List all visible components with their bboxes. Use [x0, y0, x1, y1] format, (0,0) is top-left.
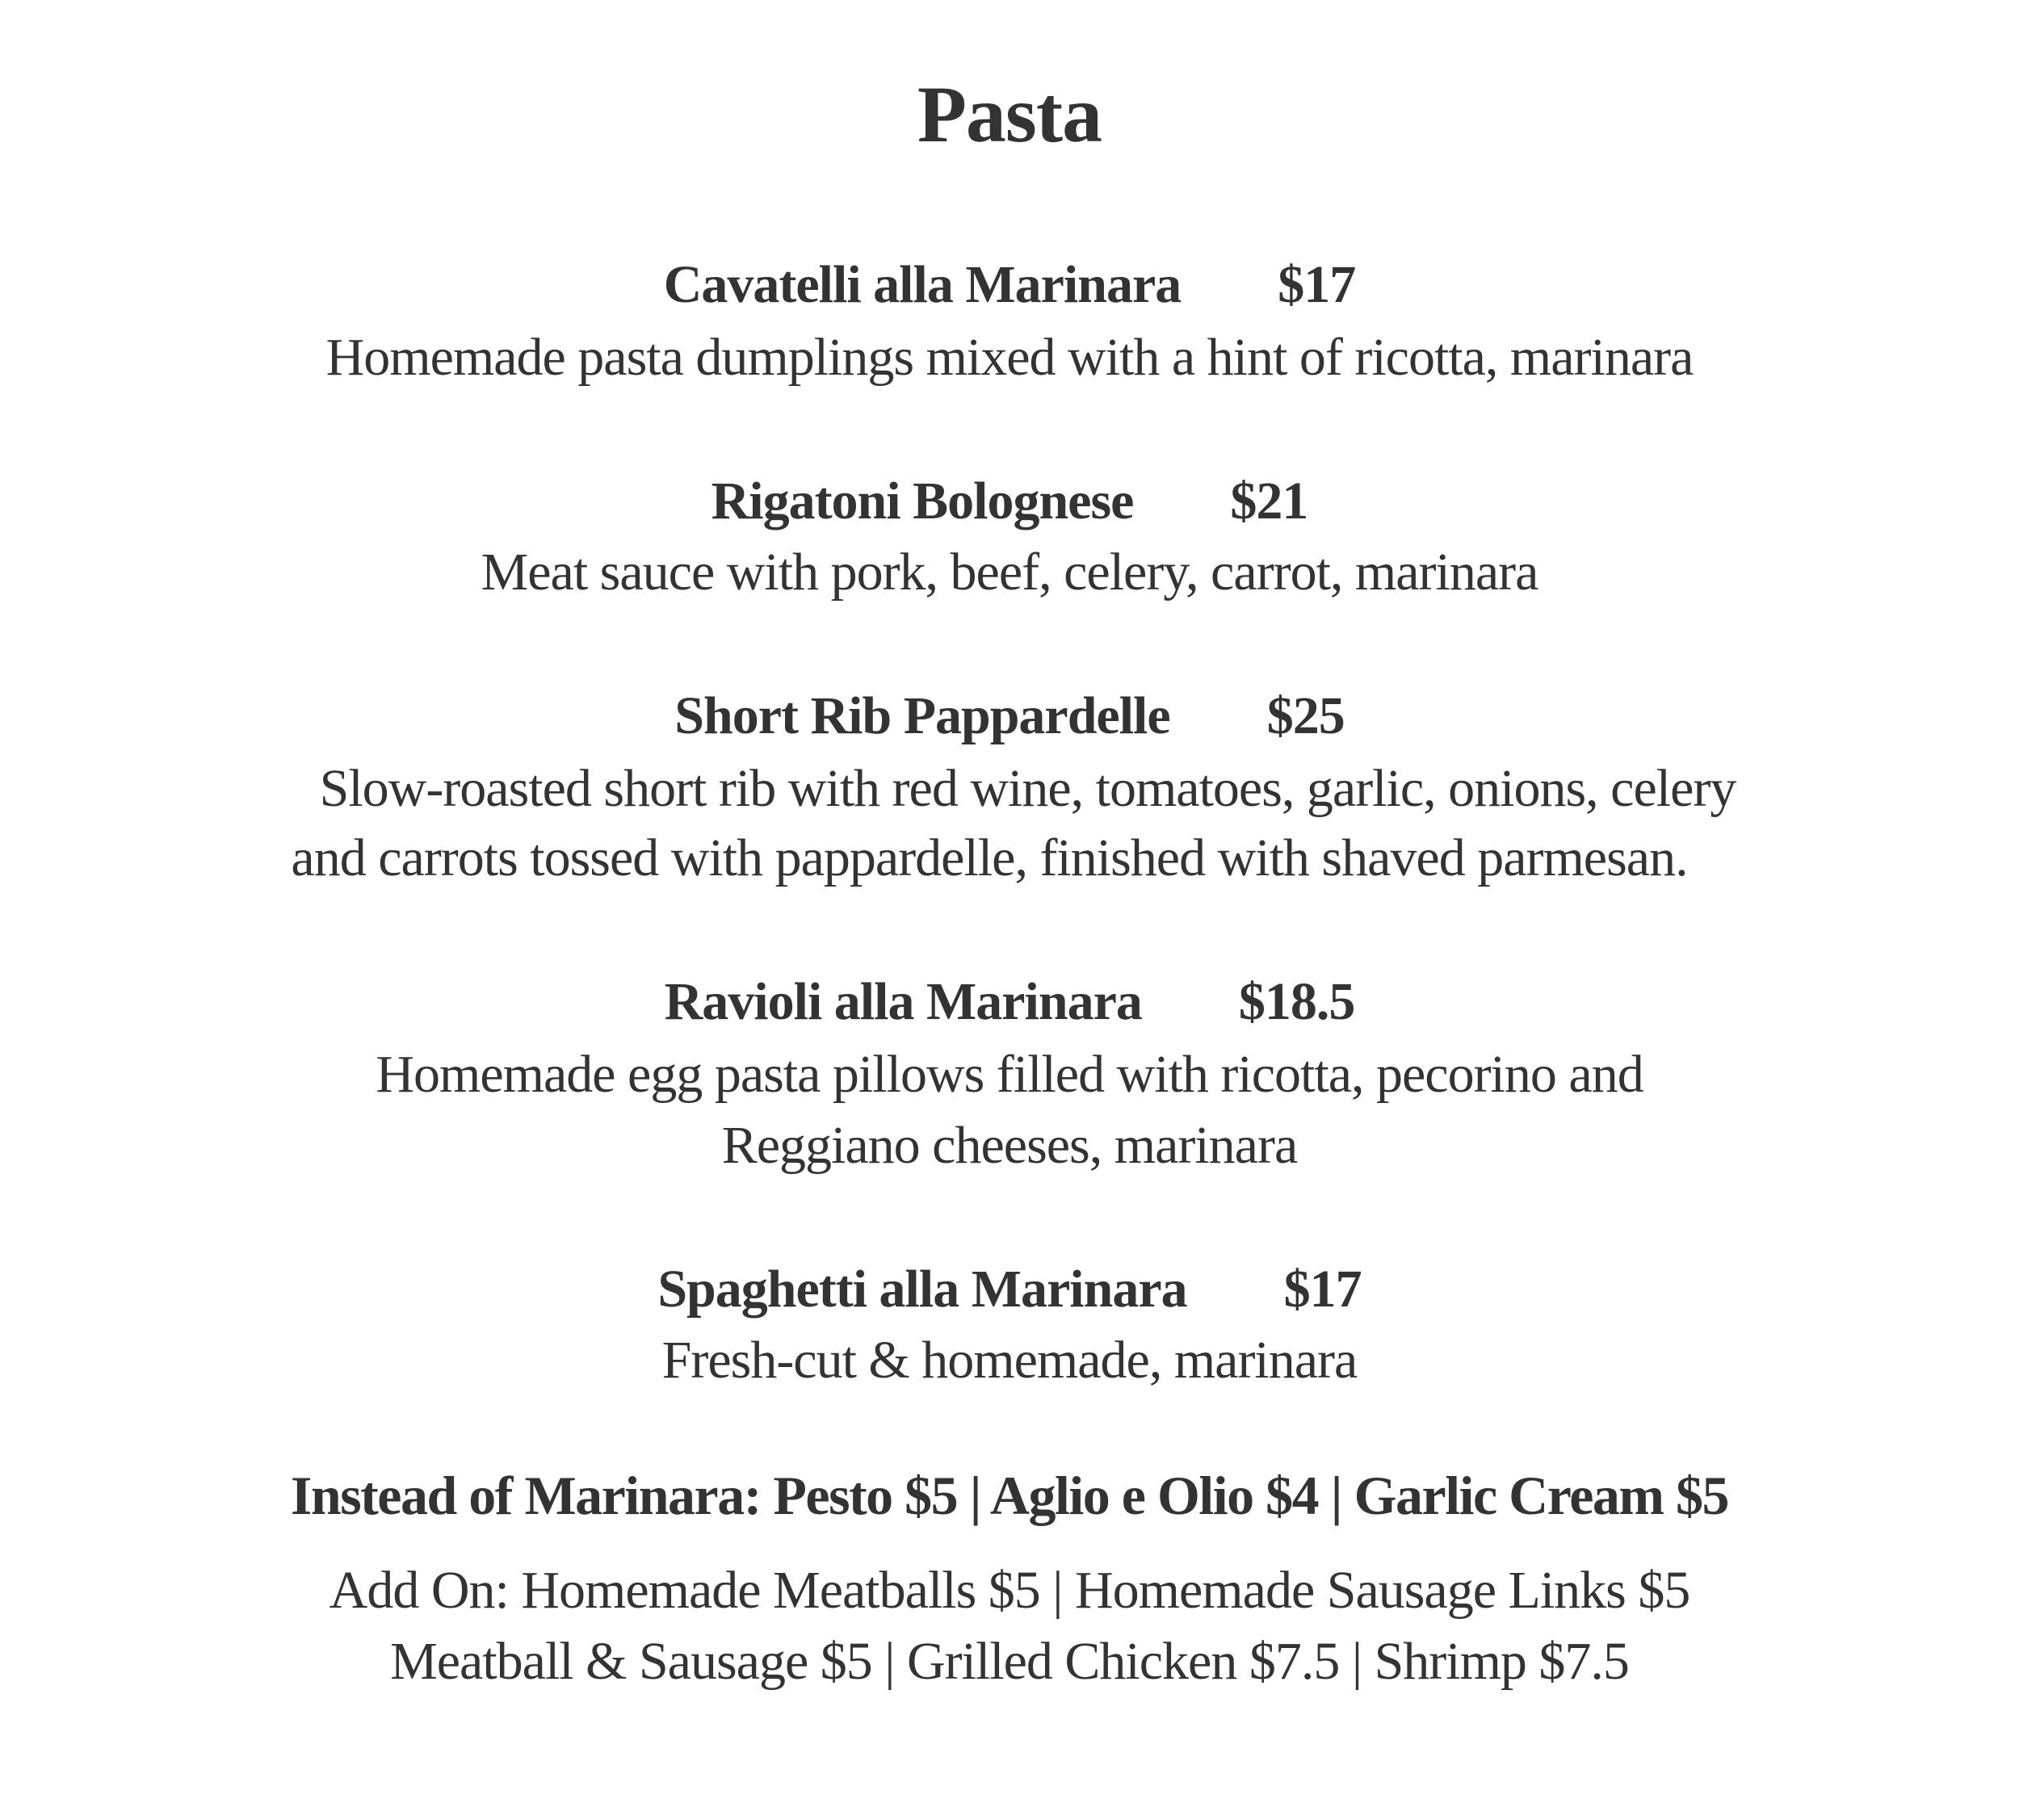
menu-item-name: Cavatelli alla Marinara	[663, 255, 1182, 314]
menu-item-description: Slow-roasted short rib with red wine, tomatoes, garlic, onions, celery	[319, 759, 1736, 818]
menu-item-header	[0, 252, 2019, 318]
menu-item-header	[0, 1256, 2019, 1323]
menu-item-name: Short Rib Pappardelle	[674, 686, 1170, 745]
menu-item-description: Meat sauce with pork, beef, celery, carrot, marinara	[481, 543, 1538, 602]
section-title: Pasta	[917, 69, 1102, 159]
menu-item-header	[0, 969, 2019, 1035]
menu-item-description: and carrots tossed with pappardelle, finished with shaved parmesan.	[291, 828, 1688, 887]
menu-item-price: $18.5	[1238, 972, 1355, 1031]
menu-item-header	[0, 683, 2019, 749]
menu-item-price: $17	[1283, 1260, 1362, 1319]
sauce-options: Instead of Marinara: Pesto $5 | Aglio e Olio $4 | Garlic Cream $5	[290, 1465, 1729, 1526]
menu-item-description: Homemade pasta dumplings mixed with a hint of ricotta, marinara	[325, 328, 1694, 387]
add-on-line: Meatball & Sausage $5 | Grilled Chicken $7.5 | Shrimp $7.5	[390, 1632, 1629, 1691]
menu-item-description: Homemade egg pasta pillows filled with ricotta, pecorino and	[376, 1045, 1643, 1104]
menu-item-price: $17	[1278, 255, 1356, 314]
add-on-line: Add On: Homemade Meatballs $5 | Homemade Sausage Links $5	[329, 1561, 1690, 1620]
menu-item-description: Fresh-cut & homemade, marinara	[661, 1331, 1358, 1390]
menu-item-price: $25	[1266, 686, 1345, 745]
menu-item-header	[0, 468, 2019, 535]
menu-item-price: $21	[1230, 472, 1308, 530]
menu-item-description: Reggiano cheeses, marinara	[721, 1116, 1298, 1175]
menu-item-name: Ravioli alla Marinara	[664, 972, 1142, 1031]
menu-item-name: Spaghetti alla Marinara	[657, 1260, 1187, 1319]
menu-item-name: Rigatoni Bolognese	[711, 472, 1134, 530]
